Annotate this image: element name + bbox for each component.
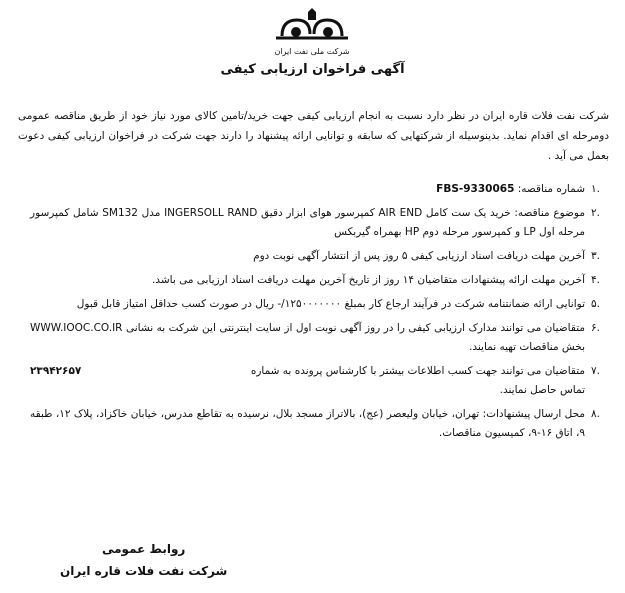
intro-paragraph: شرکت نفت فلات قاره ایران در نظر دارد نسبت به انجام ارزیابی کیفی جهت خرید/تامین کالای مورد نیاز خود از طریق مناقصه عمومی دومرحله ای اقدام نماید. بدینوسیله از شرکتهایی که سابقه و توانایی ارائه پیشنهاد را دارند جهت شرکت در فراخوان ارزیابی کیفی دعوت بعمل می آید . bbox=[18, 110, 609, 162]
item-text: آخرین مهلت دریافت اسناد ارزیابی کیفی ۵ روز پس از انتشار آگهی نوبت دوم bbox=[253, 250, 585, 262]
item-number: ۲. bbox=[591, 207, 600, 219]
item-text: متقاضیان می توانند جهت کسب اطلاعات بیشتر با کارشناس پرونده به شماره bbox=[250, 365, 585, 377]
list-item bbox=[30, 180, 609, 199]
item-text: آخرین مهلت ارائه پیشنهادات متقاضیان ۱۴ روز از تاریخ آخرین مهلت دریافت اسناد ارزیابی می باشد. bbox=[151, 274, 585, 286]
item-text: متقاضیان می توانند مدارک ارزیابی کیفی را در روز آگهی نوبت اول از سایت اینترنتی این شرکت به نشانی WWW.IOOC.CO.IR بخش مناقصات تهیه نمایند. bbox=[30, 322, 585, 353]
item-number: ۱. bbox=[591, 183, 600, 195]
item-text: شماره مناقصه: bbox=[517, 183, 585, 195]
item-number: ۸. bbox=[591, 408, 600, 420]
phone-number: ۲۳۹۴۲۶۵۷ bbox=[30, 365, 82, 377]
item-number: ۳. bbox=[591, 250, 600, 262]
item-number: ۵. bbox=[591, 298, 600, 310]
list-item bbox=[30, 362, 609, 400]
item-number: ۴. bbox=[591, 274, 600, 286]
oil-company-emblem-icon bbox=[262, 8, 362, 58]
list-item bbox=[30, 405, 609, 443]
signature-line-1: روابط عمومی bbox=[101, 542, 186, 556]
tender-number: FBS-9330065 bbox=[436, 183, 515, 195]
item-text-continued: تماس حاصل نمایند. bbox=[499, 384, 585, 396]
item-number: ۷. bbox=[591, 365, 600, 377]
signature-block bbox=[60, 538, 227, 582]
list-item bbox=[30, 271, 609, 290]
item-text: محل ارسال پیشنهادات: تهران، خیابان ولیعصر (عج)، بالاتراز مسجد بلال، نرسیده به تقاطع مدرس، خیابان خاکزاد، پلاک ۱۲، طبقه ۹، اتاق ۱۶-۹، کمیسیون مناقصات. bbox=[30, 408, 585, 439]
notice-title: آگهی فراخوان ارزیابی کیفی bbox=[220, 62, 405, 77]
notice-items-list bbox=[30, 180, 609, 448]
logo-caption: شرکت ملی نفت ایران bbox=[274, 47, 350, 56]
item-number: ۶. bbox=[591, 322, 600, 334]
item-text: موضوع مناقصه: خرید یک ست کامل AIR END کمپرسور هوای ابزار دقیق INGERSOLL RAND مدل SM132 شامل کمپرسور مرحله اول LP و کمپرسور مرحله دوم HP بهمراه گیربکس bbox=[30, 207, 585, 238]
item-text: توانایی ارائه ضمانتنامه شرکت در فرآیند ارجاع کار بمبلغ ۱۲۵۰۰۰۰۰۰۰/- ریال در صورت کسب حداقل امتیاز قابل قبول bbox=[76, 298, 585, 310]
list-item bbox=[30, 319, 609, 357]
item-row bbox=[30, 362, 585, 381]
list-item bbox=[30, 247, 609, 266]
list-item bbox=[30, 295, 609, 314]
list-item bbox=[30, 204, 609, 242]
signature-line-2: شرکت نفت فلات قاره ایران bbox=[60, 564, 228, 578]
